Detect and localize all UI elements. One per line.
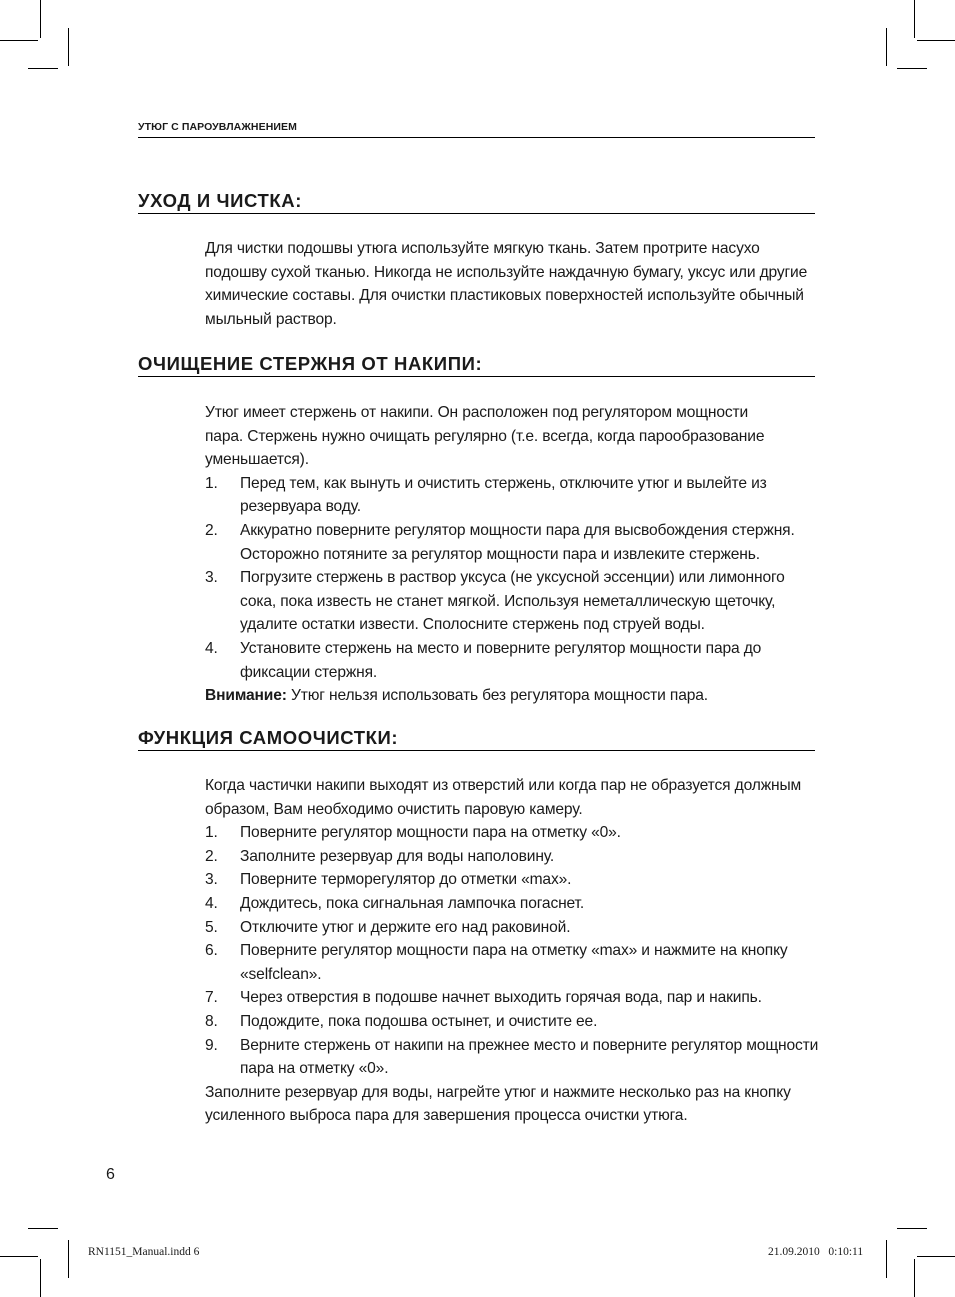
descaling-steps — [205, 472, 820, 684]
warning-label: Внимание: — [205, 687, 287, 705]
step-text: Перед тем, как вынуть и очистить стержень, отключите утюг и вылейте из резервуара воду. — [240, 474, 767, 516]
list-item — [205, 939, 820, 986]
crop-mark — [914, 0, 915, 38]
crop-mark — [917, 40, 955, 41]
step-text: Поверните регулятор мощности пара на отметку «max» и нажмите на кнопку «selfclean». — [240, 942, 788, 983]
step-text: Установите стержень на место и поверните регулятор мощности пара до фиксации стержня. — [240, 639, 762, 681]
step-number: 1. — [205, 474, 218, 492]
step-text: Дождитесь, пока сигнальная лампочка погаснет. — [240, 894, 585, 912]
crop-mark — [40, 0, 41, 38]
crop-mark — [897, 1228, 927, 1229]
care-paragraph: Для чистки подошвы утюга используйте мягкую ткань. Затем протрите насухо подошву сухой тканью. Никогда не используйте наждачную бумагу, уксус или другие химические составы. Для очистки пластиковых поверхностей используйте обычный мыльный раствор. — [205, 240, 808, 328]
list-item — [205, 986, 820, 1010]
section-title-selfclean: ФУНКЦИЯ САМООЧИСТКИ: — [138, 727, 815, 751]
descaling-warning — [205, 684, 820, 708]
step-text: Поверните терморегулятор до отметки «max». — [240, 871, 572, 889]
step-number: 5. — [205, 918, 218, 936]
page-number: 6 — [106, 1166, 115, 1183]
list-item — [205, 868, 820, 892]
crop-mark — [886, 28, 887, 66]
step-number: 3. — [205, 871, 218, 889]
selfclean-steps — [205, 821, 820, 1081]
crop-mark — [886, 1240, 887, 1278]
crop-mark — [68, 1240, 69, 1278]
selfclean-outro: Заполните резервуар для воды, нагрейте утюг и нажмите несколько раз на кнопку усиленного выброса пара для завершения процесса очистки утюга. — [205, 1083, 791, 1125]
slug-file: RN1151_Manual.indd 6 — [88, 1246, 200, 1258]
descaling-body — [205, 401, 820, 708]
selfclean-body — [205, 774, 820, 1128]
step-number: 4. — [205, 639, 218, 657]
list-item — [205, 566, 820, 637]
list-item — [205, 519, 820, 566]
slug-datetime: 21.09.2010 0:10:11 — [768, 1246, 864, 1258]
step-number: 2. — [205, 521, 218, 539]
step-text: Поверните регулятор мощности пара на отметку «0». — [240, 824, 621, 842]
descaling-intro: Утюг имеет стержень от накипи. Он расположен под регулятором мощности пара. Стержень нужно очищать регулярно (т.е. всегда, когда парообразование уменьшается). — [205, 404, 765, 469]
step-number: 7. — [205, 989, 218, 1007]
step-number: 2. — [205, 847, 218, 865]
list-item — [205, 1034, 820, 1081]
list-item — [205, 1010, 820, 1034]
step-text: Через отверстия в подошве начнет выходить горячая вода, пар и накипь. — [240, 989, 762, 1007]
running-head: УТЮГ С ПАРОУВЛАЖНЕНИЕМ — [138, 121, 298, 133]
step-number: 4. — [205, 894, 218, 912]
step-text: Погрузите стержень в раствор уксуса (не уксусной эссенции) или лимонного сока, пока известь не станет мягкой. Используя неметаллическую щеточку, удалите остатки извести. Сполосните стержень под струей воды. — [240, 569, 785, 634]
list-item — [205, 892, 820, 916]
list-item — [205, 637, 820, 684]
crop-mark — [917, 1256, 955, 1257]
warning-text: Утюг нельзя использовать без регулятора мощности пара. — [286, 687, 708, 705]
care-body — [205, 237, 820, 331]
step-number: 3. — [205, 569, 218, 587]
list-item — [205, 472, 820, 519]
step-text: Заполните резервуар для воды наполовину. — [240, 847, 555, 865]
crop-mark — [897, 68, 927, 69]
crop-mark — [68, 28, 69, 66]
header-rule — [138, 137, 815, 138]
crop-mark — [28, 1228, 58, 1229]
crop-mark — [914, 1259, 915, 1297]
step-text: Верните стержень от накипи на прежнее место и поверните регулятор мощности пара на отметку «0». — [240, 1036, 819, 1078]
step-text: Аккуратно поверните регулятор мощности пара для высвобождения стержня. Осторожно потяните за регулятор мощности пара и извлеките стержень. — [240, 521, 795, 563]
section-title-care: УХОД И ЧИСТКА: — [138, 190, 815, 214]
crop-mark — [0, 1256, 38, 1257]
list-item — [205, 916, 820, 940]
step-text: Подождите, пока подошва остынет, и очистите ее. — [240, 1012, 598, 1030]
selfclean-intro: Когда частички накипи выходят из отверстий или когда пар не образуется должным образом, Вам необходимо очистить паровую камеру. — [205, 777, 802, 818]
step-text: Отключите утюг и держите его над раковиной. — [240, 918, 571, 936]
list-item — [205, 845, 820, 869]
crop-mark — [28, 68, 58, 69]
crop-mark — [0, 40, 38, 41]
step-number: 1. — [205, 824, 218, 842]
list-item — [205, 821, 820, 845]
crop-mark — [40, 1259, 41, 1297]
section-title-descaling: ОЧИЩЕНИЕ СТЕРЖНЯ ОТ НАКИПИ: — [138, 353, 815, 377]
step-number: 6. — [205, 942, 218, 960]
step-number: 8. — [205, 1012, 218, 1030]
step-number: 9. — [205, 1036, 218, 1054]
